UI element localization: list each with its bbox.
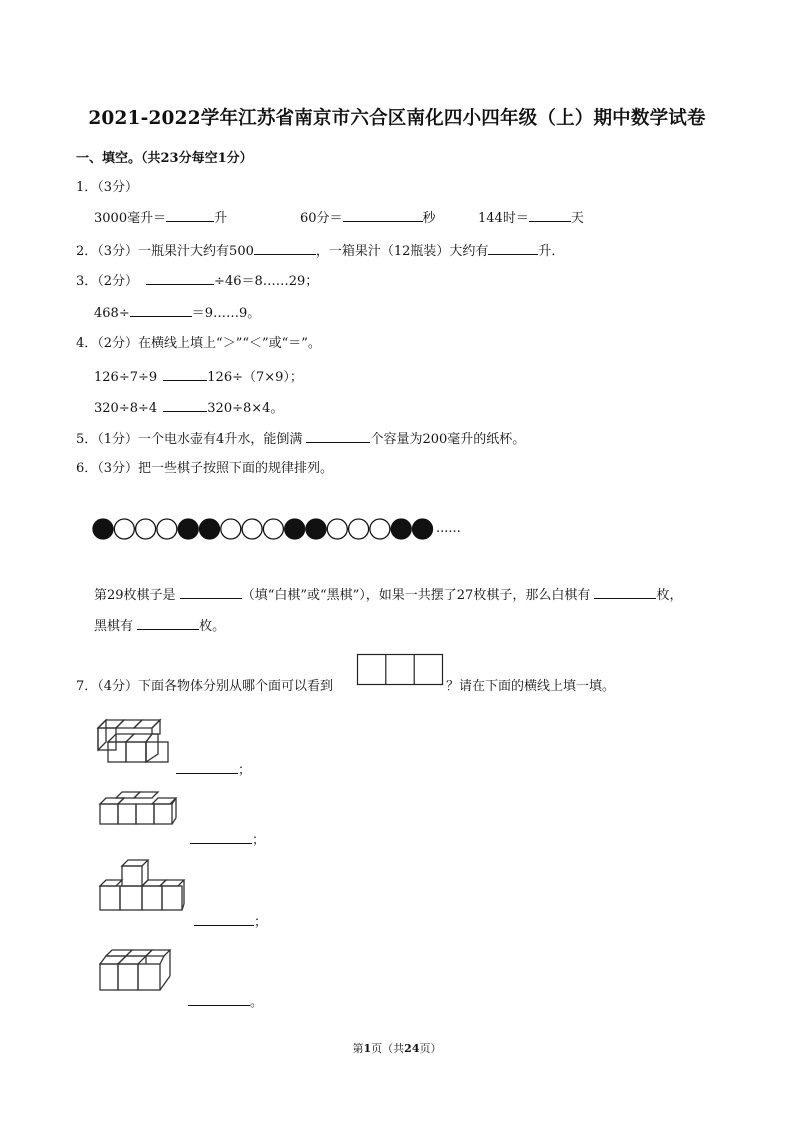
cube-solid-figure-4 xyxy=(98,946,182,998)
q1-a-prefix: 3000毫升＝ xyxy=(94,211,167,226)
q5-prefix: 5．（1分）一个电水壶有4升水，能倒满 xyxy=(76,432,307,447)
question-1-part-b xyxy=(300,208,436,228)
q6-blank-2[interactable] xyxy=(594,585,656,599)
q6-blank-1[interactable] xyxy=(180,585,242,599)
q1-b-blank[interactable] xyxy=(343,208,423,222)
q1-a-suffix: 升 xyxy=(214,211,228,226)
q3-line2-suffix: ＝9……9。 xyxy=(191,306,261,321)
q7-end-4: 。 xyxy=(250,995,264,1010)
q4-blank-1[interactable] xyxy=(163,367,207,381)
q3-line2-prefix: 468÷ xyxy=(94,306,130,321)
question-4-line-1 xyxy=(94,367,303,387)
pattern-ellipsis: ...... xyxy=(436,521,461,536)
q4-line2-right: 320÷8×4。 xyxy=(207,401,284,416)
question-4-line-2 xyxy=(94,398,283,418)
q6-text2-suffix: 枚。 xyxy=(199,619,226,634)
black-piece xyxy=(178,519,198,539)
q2-middle: ，一箱果汁（12瓶装）大约有 xyxy=(315,244,489,259)
cube-solid-figure-3 xyxy=(98,856,188,920)
black-piece xyxy=(93,519,113,539)
page-footer xyxy=(0,1040,794,1056)
three-square-view-icon xyxy=(357,654,443,686)
black-piece xyxy=(391,519,411,539)
black-piece xyxy=(306,519,326,539)
q2-prefix: 2．（3分）一瓶果汁大约有500 xyxy=(76,244,254,259)
q7-blank-2[interactable] xyxy=(190,830,252,844)
footer-prefix: 第 xyxy=(352,1042,364,1055)
black-piece xyxy=(413,519,433,539)
question-2 xyxy=(76,241,564,261)
question-1-part-a xyxy=(94,208,227,228)
question-7-suffix: ？请在下面的横线上填一填。 xyxy=(446,679,616,694)
white-piece xyxy=(263,519,283,539)
q7-answer-2 xyxy=(190,830,265,850)
footer-suffix: 页） xyxy=(419,1042,442,1055)
question-7-prefix: 7．（4分）下面各物体分别从哪个面可以看到 xyxy=(76,679,334,694)
white-piece xyxy=(327,519,347,539)
white-piece xyxy=(157,519,177,539)
q2-suffix: 升． xyxy=(538,244,565,259)
q5-blank[interactable] xyxy=(306,429,370,443)
q2-blank-2[interactable] xyxy=(488,241,538,255)
q7-blank-4[interactable] xyxy=(188,992,250,1006)
chess-piece-pattern xyxy=(92,518,432,540)
q6-text1-prefix: 第29枚棋子是 xyxy=(94,588,180,603)
question-5 xyxy=(76,429,525,449)
q2-blank-1[interactable] xyxy=(254,241,316,255)
question-3-line-2 xyxy=(94,303,260,323)
q3-blank-2[interactable] xyxy=(130,303,192,317)
q6-text2-prefix: 黑棋有 xyxy=(94,619,138,634)
footer-middle: 页（共 xyxy=(371,1042,405,1055)
q6-blank-3[interactable] xyxy=(137,616,199,630)
question-6-text-line-1 xyxy=(94,585,682,605)
white-piece xyxy=(221,519,241,539)
question-6-text-line-2 xyxy=(94,616,225,636)
q7-blank-1[interactable] xyxy=(176,760,238,774)
q7-end-2: ； xyxy=(252,833,266,848)
question-6-header: 6．（3分）把一些棋子按照下面的规律排列。 xyxy=(76,461,334,476)
q3-line1-prefix: 3．（2分） xyxy=(76,274,139,289)
q4-line2-left: 320÷8÷4 xyxy=(94,401,162,416)
footer-page-number: 1 xyxy=(363,1042,372,1055)
white-piece xyxy=(242,519,262,539)
q1-c-prefix: 144时＝ xyxy=(478,211,529,226)
q6-text1-suffix: 枚， xyxy=(656,588,683,603)
q1-c-blank[interactable] xyxy=(529,208,571,222)
section-heading-fill-in: 一、填空。（共23分每空1分） xyxy=(76,151,253,166)
q3-line1-suffix: ÷46＝8……29； xyxy=(214,274,319,289)
q1-c-suffix: 天 xyxy=(570,211,584,226)
white-piece xyxy=(114,519,134,539)
q3-blank-1[interactable] xyxy=(146,271,214,285)
black-piece xyxy=(285,519,305,539)
q1-b-suffix: 秒 xyxy=(422,211,436,226)
q1-a-blank[interactable] xyxy=(166,208,214,222)
q4-line1-left: 126÷7÷9 xyxy=(94,370,162,385)
cube-solid-figure-2 xyxy=(98,790,182,834)
q7-end-1: ； xyxy=(238,763,252,778)
cube-solid-figure-1 xyxy=(96,714,176,766)
q7-end-3: ； xyxy=(254,915,268,930)
question-1-header: 1．（3分） xyxy=(76,180,139,195)
exam-title: 2021-2022学年江苏省南京市六合区南化四小四年级（上）期中数学试卷 xyxy=(88,108,706,129)
q4-blank-2[interactable] xyxy=(163,398,207,412)
question-4-header: 4．（2分）在横线上填上“＞”“＜”或“＝”。 xyxy=(76,336,321,351)
q5-suffix: 个容量为200毫升的纸杯。 xyxy=(370,432,526,447)
black-piece xyxy=(200,519,220,539)
white-piece xyxy=(370,519,390,539)
white-piece xyxy=(136,519,156,539)
q6-text1-middle: （填“白棋”或“黑棋”），如果一共摆了27枚棋子，那么白棋有 xyxy=(241,588,595,603)
question-1-part-c xyxy=(478,208,584,228)
q7-answer-1 xyxy=(176,760,251,780)
question-3-line-1 xyxy=(76,271,318,291)
q7-answer-3 xyxy=(194,912,267,932)
q1-b-prefix: 60分＝ xyxy=(300,211,343,226)
q4-line1-right: 126÷（7×9）； xyxy=(207,370,303,385)
q7-answer-4 xyxy=(188,992,263,1012)
q7-blank-3[interactable] xyxy=(194,912,254,926)
footer-total-pages: 24 xyxy=(404,1042,420,1055)
white-piece xyxy=(349,519,369,539)
